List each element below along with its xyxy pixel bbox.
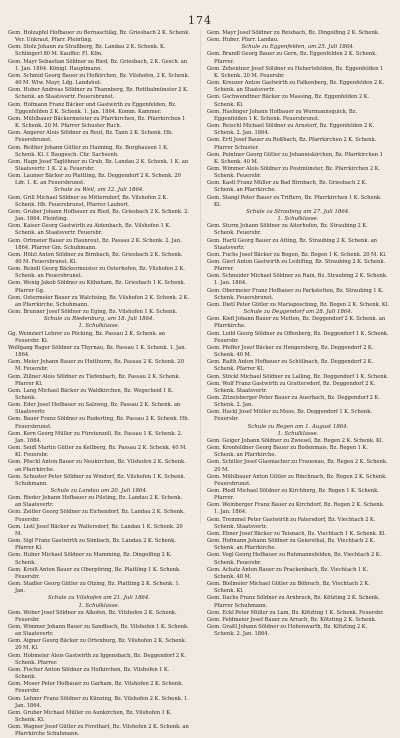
section-heading: Schule zu Deggendorf am 28. Juli 1864. — [243, 309, 353, 316]
register-entry: Gem. Dietl Peter Gütler zu Mariaposching, Bz. Bogen 2 K. Schenk. Kl. — [207, 301, 389, 308]
register-entry: Gem. Fischer Anton Söldner zu Hofkirchen, Bz. Vilshofen 1 K. Schenk. — [8, 666, 170, 681]
register-entry: Gem. Tremmel Peter Gastwirth zu Patersdorf, Bz. Viechtach 2 K. Schenk. Staatsvertr. — [207, 516, 376, 530]
register-entry: Gem. Geiger Johann Söldner zu Zwiesel, Bz. Regen 2 K. Schenk. Kl. — [207, 437, 384, 444]
register-entry: Gem. Brandl Georg Bauer zu Gern, Bz. Eggenfelden 2 K. Schenk. Pfarrer. — [207, 51, 377, 65]
section-heading: 1. Schulklasse. — [277, 430, 319, 437]
register-entry: Gem. Pointner Georg Gütler zu Johanniskirchen, Bz. Pfarrkirchen 1 K. Schenk. 40 M. — [207, 151, 383, 165]
section-heading: 1. Schulklasse. — [277, 216, 319, 223]
register-entry: Gem. Angerer Alois Söldner zu Reut, Bz. Tann 2 K. Schenk. Hb. Feuersbrunst. — [8, 130, 174, 144]
register-entry: Gem. Kroiß Anton Bauer zu Oberpöring, Bz. Plattling 1 K. Schenk. Feuersbr. — [8, 566, 181, 580]
register-entry: Gem. Wenig Jakob Söldner zu Kühnham, Bz. Griesbach 1 K. Schenk. Pfarrer Gg. — [8, 280, 186, 294]
register-entry: Gem. Bielmeier Michael Gütler zu Böbrach, Bz. Viechtach 2 K. Schenk. Kl. — [207, 581, 370, 595]
register-entry: Gem. Dachs Franz Söldner zu Arnbruck, Bz. Kötzting 2 K. Schenk. Pfarrer Schuhmann. — [207, 595, 380, 609]
register-entry: Gem. Zitzelsberger Peter Bauer zu Auerbach, Bz. Deggendorf 2 K. Schenk. 2. Jan. — [207, 394, 380, 409]
register-entry: Gem. Aigner Georg Bäcker zu Ortenburg, Bz. Vilshofen 2 K. Schenk. 20 M. Kl. — [8, 638, 187, 652]
register-entry: Gem. Haslinger Johann Hofbauer zu Wurmannsquick, Bz. Eggenfelden 1 K. Schenk. Feuersbrunst. — [207, 108, 358, 122]
register-entry: Gem. Stadler Georg Gütler zu Otzing, Bz. Plattling 2 K. Schenk. 1. Jan. — [8, 581, 181, 595]
section-heading: Schule zu Vilshofen am 21. Juli 1864. — [48, 595, 150, 602]
register-entry: Gem. Reindl Georg Bäckermeister zu Osterhofen, Bz. Vilshofen 2 K. Schenk. an Feuersbrunst. — [8, 266, 185, 280]
register-entry: Gem. Wagner Josef Gütler zu Forsthart, Bz. Vilshofen 2 K. Schenk. an Pfarrkirche Schuhmann. — [8, 724, 189, 738]
register-entry: Gem. Moser Peter Hofbauer zu Garham, Bz. Vilshofen 2 K. Schenk. Feuersbr. — [8, 681, 183, 695]
register-entry: Gem. Kastl Franz Müller zu Bad Birnbach, Bz. Griesbach 2 K. Schenk. an Pfarrkirche. — [207, 180, 368, 194]
register-entry: Gem. Ebner Josef Bäcker zu Teisnach, Bz. Viechtach 1 K. Schenk. Kl. — [207, 530, 387, 537]
register-entry: Gem. Lang Michael Bäcker zu Waldkirchen, Bz. Wegscheid 1 K. Schenk. — [8, 387, 174, 401]
right-column — [207, 30, 389, 638]
register-entry: Gem. Huber Andreas Söldner zu Thannberg, Bz. Rotthalmünster 2 K. Schenk. an Staatsvertr. Feuersbrunst. — [8, 87, 189, 101]
register-entry: Gem. Mühlbauer Bäckermeister zu Pfarrkirchen, Bz. Pfarrkirchen 1 K. Schenk. 20 M. Pfarrer Schuster Ruch. — [8, 115, 186, 130]
register-entry: Gem. Reither Johann Gütler zu Haiming, Bz. Burghausen 1 K. Schenk. Kl. f. Baugesch. Chr. Sachsenh. — [8, 144, 169, 158]
register-entry: Gem. Sturm Johann Söldner zu Aiterhofen, Bz. Straubing 2 K. Schenk. Feuersbr. — [207, 223, 368, 237]
register-entry: Gem. Vogl Georg Hofbauer zu Ruhmannsfelden, Bz. Viechtach 2 K. Schenk. Feuersbr. — [207, 552, 382, 566]
column-divider — [200, 30, 201, 524]
register-entry: Gem. Graßl Johann Söldner zu Hohenwarth, Bz. Kötzting 2 K. Schenk. 2. Jan. 1864. — [207, 623, 368, 638]
register-entry: Gem. Zehentner Josef Söldner zu Hebertsfelden, Bz. Eggenfelden 1 K. Schenk. 20 M. Feuersbr. — [207, 65, 384, 79]
register-entry: Gem. Bauer Franz Söldner zu Ruderting, Bz. Passau 2 K. Schenk. Hb. Feuersbrunst. — [8, 416, 190, 430]
register-entry: Gem. Schneider Michael Söldner zu Rain, Bz. Straubing 2 K. Schenk. 1. Jan. 1864. — [207, 273, 388, 287]
page-number: 174 — [188, 14, 212, 27]
register-entry: Gem. Kreuzer Anton Gastwirth zu Falkenberg, Bz. Eggenfelden 2 K. Schenk. an Staatsvertr. — [207, 80, 385, 94]
register-entry: Gem. Hölzl Anton Söldner zu Birnbach, Bz. Griesbach 2 K. Schenk. 40 M. Feuersbrunst. Kl. — [8, 251, 183, 265]
register-entry: Gem. Brunner Josef Söldner zu Eging, Bz. Vilshofen 1 K. Schenk. — [8, 309, 178, 316]
left-column — [8, 30, 190, 738]
register-entry: Gem. Achatz Anton Bauer zu Prackenbach, Bz. Viechtach 1 K. Schenk. 40 M. — [207, 566, 369, 580]
section-heading: Schule zu Weil, am 12. Juli 1864. — [53, 187, 145, 194]
register-entry: Gem. Kronfeldner Georg Bauer zu Bodenmais, Bz. Regen 1 K. Schenk. an Pfarrkirche. — [207, 445, 368, 459]
register-entry: Gem. Kiefl Johann Bauer zu Metten, Bz. Deggendorf 2 K. Schenk. an Pfarrkirche. — [207, 316, 386, 330]
register-entry: Gem. Gschwendtner Bäcker zu Massing, Bz. Eggenfelden 2 K. Schenk. Kl. — [207, 94, 370, 108]
register-entry: Gem. Eckl Peter Müller zu Lam, Bz. Kötzting 1 K. Schenk. Feuersbr. — [207, 609, 384, 616]
register-entry: Gem. Kaiser Georg Gastwirth zu Aidenbach, Bz. Vilshofen 1 K. Schenk. an Staatsvertr. Feuersbr. — [8, 223, 171, 237]
register-entry: Gem. Mayr Sebastian Söldner zu Ried, Bz. Griesbach, 2 K. Gesch. an 1. Jan. 1864. Königl. Hauptmann. — [8, 58, 188, 72]
register-entry: Gem. Wimmer Alois Söldner zu Postmünster, Bz. Pfarrkirchen 2 K. Schenk. Feuersbr. — [207, 165, 381, 180]
register-entry: Gem. Pfeffer Josef Bäcker zu Hengersberg, Bz. Deggendorf 2 K. Schenk. 40 M. — [207, 344, 374, 359]
register-entry: Gem. Kern Georg Müller zu Fürstenzell, Bz. Passau 1 K. Schenk. 2. Jan. 1864. — [8, 430, 183, 444]
register-entry: Gem. Holzapfel Hofbauer zu Bernaschläg, Bz. Griesbach 2 K. Schenk. Ver. Unkraut, Pfarr. Pleinting. — [8, 30, 190, 44]
register-entry: Gem. Ertl Josef Bauer zu Roßbach, Bz. Pfarrkirchen 2 K. Schenk. Pfarrer Schuster. — [207, 137, 377, 151]
register-entry: Gem. Eder Josef Hofbauer zu Salzweg, Bz. Passau 2 K. Schenk. an Staatsvertr. — [8, 402, 181, 416]
register-entry: Gem. Ortmeier Bauer zu Haunreut, Bz. Passau 2 K. Schenk. 2. Jan. 1864. Pfarrer Gm. Schuhmann. — [8, 237, 182, 251]
register-entry: Gem. Seidl Martin Gütler zu Kellberg, Bz. Passau 2 K. Schenk. 40 M. Kl. Feuersbr. — [8, 445, 187, 459]
register-entry: Gem. Wimmer Johann Bauer zu Sandbach, Bz. Vilshofen 1 K. Schenk. an Staatsvertr. — [8, 623, 189, 638]
register-entry: Gem. Schmid Georg Bauer zu Hofkirchen, Bz. Vilshofen, 2 K. Schenk. 40 M. Wtw. Mayr, Ldg. Landshut. — [8, 72, 190, 87]
register-entry: Gem. Feldmeier Josef Bauer zu Arrach, Bz. Kötzting 2 K. Schenk. — [207, 616, 377, 623]
register-entry: Gem. Obermeier Franz Hofbauer zu Parkstetten, Bz. Straubing 1 K. Schenk. Feuersbrunst. — [207, 287, 384, 301]
register-entry: Gem. Pöschl Anton Bauer zu Neukirchen, Bz. Vilshofen 2 K. Schenk. an Pfarrkirche. — [8, 459, 186, 473]
register-entry: Wolfgang Rager Söldner zu Thyrnau, Bz. Passau 1 K. Schenk. 1. Jan. 1864. — [8, 344, 187, 359]
section-heading: Schule zu Landau am 20. Juli 1864. — [50, 488, 148, 494]
register-entry: Gem. Raith Anton Hofbauer zu Schöllnach, Bz. Deggendorf 2 K. Schenk. Pfarrer Kl. — [207, 359, 374, 373]
register-entry: Gg. Weinzierl Lehrer zu Pöcking, Bz. Passau 2 K. Schenk. an Feuersbr. Kl. — [8, 330, 166, 344]
register-entry: Gem. Stangl Peter Bauer zu Triftern, Bz. Pfarrkirchen 1 K. Schenk. Kl. — [207, 194, 382, 208]
register-entry: Gem. Lehner Franz Söldner zu Künzing, Bz. Vilshofen 2 K. Schenk. 1. Jan. 1864. — [8, 695, 189, 709]
register-entry: Gem. Fuchs Josef Bäcker zu Bogen, Bz. Bogen 1 K. Schenk. 20 M. Kl. — [207, 251, 387, 258]
register-entry: Gem. Stolz Johann zu Straßberg, Bz. Landau 2 K. Schenk. K. Schlingerl 80 M. Kauffer. Fl. Kfm. — [8, 44, 166, 58]
register-entry: Gem. Mühlbauer Anton Gütler zu Rinchnach, Bz. Regen 2 K. Schenk. Feuersbrunst. — [207, 473, 387, 487]
register-entry: Gem. Hackl Josef Müller zu Moos, Bz. Deggendorf 1 K. Schenk. Feuersbr. — [207, 409, 373, 423]
register-entry: Gem. Weinberger Franz Bauer zu Kirchdorf, Bz. Regen 2 K. Schenk. 1. Jan. 1864. — [207, 502, 385, 516]
section-heading: 1. Schulklasse. — [78, 323, 120, 330]
register-entry: Gem. Mayr Josef Söldner zu Reisbach, Bz. Dingolfing 2 K. Schenk. — [207, 30, 380, 36]
register-entry: Gem. Wolf Franz Gastwirth zu Grattersdorf, Bz. Deggendorf 2 K. Schenk. Staatsvertr. — [207, 380, 376, 394]
section-heading: 1. Schulklasse. — [78, 602, 120, 609]
register-entry: Gem. Grill Michael Söldner zu Mitterndorf, Bz. Vilshofen 2 K. Schenk. Hb. Feuersbrunst, Pfarrer Laubert. — [8, 194, 168, 208]
section-heading: Schule zu Straubing am 27. Juli 1864. — [246, 208, 350, 215]
section-heading: Schule zu Eggenfelden, am 25. Juli 1864. — [241, 44, 355, 51]
register-entry: Gem. Hartl Georg Bauer zu Atting, Bz. Straubing 2 K. Schenk. an Staatsvertr. — [207, 237, 378, 251]
register-entry: Gem. Hobmeier Alois Gastwirth zu Iggensbach, Bz. Deggendorf 2 K. Schenk. Pfarrer. — [8, 652, 187, 666]
register-entry: Gem. Schiller Josef Glasmacher zu Frauenau, Bz. Regen 2 K. Schenk. 20 M. — [207, 459, 388, 473]
register-entry: Gem. Gruber Johann Hofbauer zu Ried, Bz. Griesbach 2 K. Schenk. 2. Jan. 1864. Pleinting. — [8, 208, 190, 223]
register-entry: Gem. Ostermeier Bauer zu Walchsing, Bz. Vilshofen 2 K. Schenk. 2 K. an Pfarrkirche, Schuhmann. — [8, 294, 190, 308]
register-entry: Gem. Listl Josef Bäcker zu Wallersdorf, Bz. Landau 1 K. Schenk. 20 M. — [8, 523, 183, 537]
register-entry: Gem. Reischl Michael Söldner zu Arnstorf, Bz. Eggenfelden 2 K. Schenk. 2. Jan. 1864. — [207, 123, 375, 137]
register-entry: Gem. Weber Josef Söldner zu Alkofen, Bz. Vilshofen 2 K. Schenk. Feuersbr. — [8, 609, 177, 623]
register-entry: Gem. Stöckl Michael Söldner zu Lalling, Bz. Deggendorf 1 K. Schenk. — [207, 373, 389, 380]
register-entry: Gem. Loibl Georg Söldner zu Offenberg, Bz. Deggendorf 1 K. Schenk. Feuersbr. — [207, 330, 389, 344]
register-entry: Gem. Zeitler Georg Söldner zu Eichendorf, Bz. Landau 2 K. Schenk. Feuersbr. — [8, 509, 185, 523]
register-entry: Gem. Sigl Franz Gastwirth zu Simbach, Bz. Landau 2 K. Schenk. Pfarrer Kl. — [8, 538, 176, 552]
section-heading: Schule zu Riedenburg, am 18. Juli 1864. — [43, 316, 155, 323]
register-entry: Gem. Laumer Bäcker zu Plattling, Bz. Deggendorf 2 K. Schenk. 20 Ldr. 1. K. an Feuersbrunst. — [8, 173, 181, 187]
register-entry: Gem. Rieder Johann Hofbauer zu Pilsting, Bz. Landau 2 K. Schenk. an Staatsvertr. — [8, 495, 183, 509]
register-entry: Gem. Zillner Alois Söldner zu Tiefenbach, Bz. Passau 2 K. Schenk. Pfarrer Kl. — [8, 373, 181, 387]
register-entry: Gem. Schuster Peter Söldner zu Windorf, Bz. Vilshofen 1 K. Schenk. Schuhmann. — [8, 473, 186, 487]
register-entry: Gem. Hofmann Franz Bäcker und Gastwirth zu Eggenfelden, Bz. Eggenfelden 2 K. Schenk. 1. Jan. 1864. Komm. Kammer. — [8, 101, 177, 115]
register-entry: Gem. Pledl Michael Söldner zu Kirchberg, Bz. Regen 1 K. Schenk. Pfarrer. — [207, 488, 379, 502]
register-entry: Gem. Hagn Josef Taglöhner zu Grub, Bz. Landau 2 K. Schenk. 1 K. an Staatsvertr. 1 K. 2 a. Feuersbr. — [8, 158, 189, 172]
register-entry: Gem. Gruber Michael Müller zu Aunkirchen, Bz. Vilshofen 1 K. Schenk. Kl. — [8, 709, 172, 723]
register-entry: Gem. Huber Michael Söldner zu Mamming, Bz. Dingolfing 2 K. Schenk. — [8, 552, 172, 566]
register-entry: Gem. Gierl Anton Gastwirth zu Leiblfing, Bz. Straubing 2 K. Schenk. Pfarrer. — [207, 259, 386, 273]
register-entry: Gem. Hofmann Johann Söldner zu Geiersthal, Bz. Viechtach 2 K. Schenk. an Pfarrkirche. — [207, 538, 376, 552]
register-entry: Gem. Meier Johann Bauer zu Hutthurm, Bz. Passau 2 K. Schenk. 20 M. Feuersbr. — [8, 359, 184, 373]
register-entry: Gem. Huber, Pfarr. Landau. — [207, 37, 279, 44]
section-heading: Schule zu Regen am 1. August 1864. — [247, 423, 349, 430]
